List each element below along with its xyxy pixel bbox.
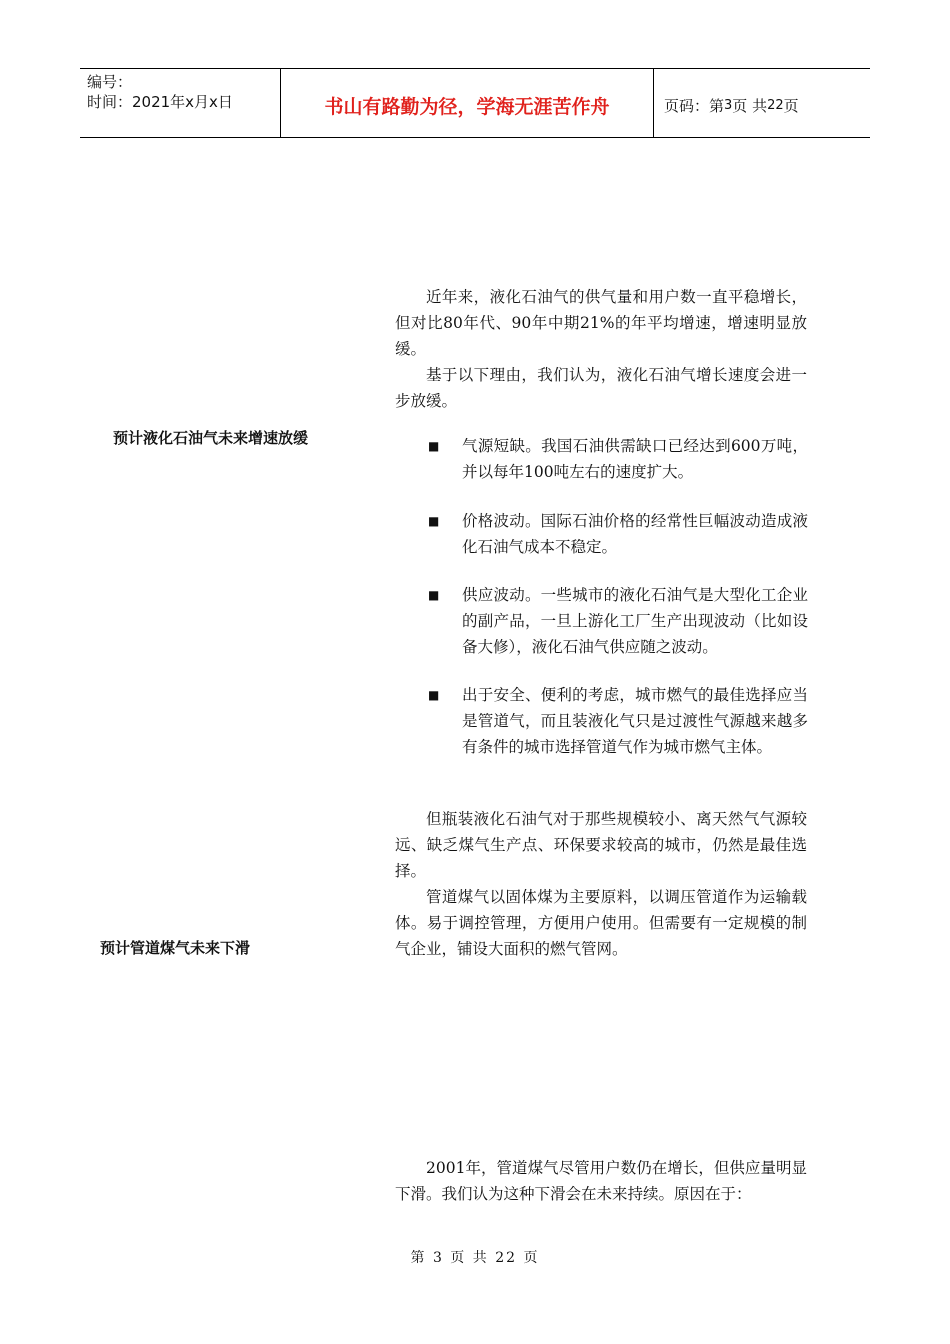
intro-block [395, 284, 807, 414]
square-bullet-icon: ■ [428, 688, 440, 702]
list-item [428, 433, 808, 485]
document-time: 时间：2021年x月x日 [87, 93, 233, 111]
header-meta [80, 69, 281, 137]
header-motto: 书山有路勤为径，学海无涯苦作舟 [281, 69, 654, 137]
list-item-text: 供应波动。一些城市的液化石油气是大型化工企业的副产品，一旦上游化工厂生产出现波动（比如设备大修），液化石油气供应随之波动。 [462, 586, 808, 656]
square-bullet-icon: ■ [428, 588, 440, 602]
list-item-text: 出于安全、便利的考虑，城市燃气的最佳选择应当是管道气，而且装液化气只是过渡性气源越来越多有条件的城市选择管道气作为城市燃气主体。 [462, 686, 808, 756]
square-bullet-icon: ■ [428, 514, 440, 528]
page-prefix: 页码：第 [664, 96, 725, 115]
page-middle: 页 共 [732, 96, 768, 115]
page-total: 22 [767, 97, 784, 113]
list-item [428, 508, 808, 560]
page-header [80, 68, 870, 138]
decline-block [395, 1155, 807, 1207]
page-current: 3 [724, 97, 733, 113]
page-footer: 第 3 页 共 22 页 [410, 1250, 540, 1266]
paragraph: 基于以下理由，我们认为，液化石油气增长速度会进一步放缓。 [395, 366, 807, 410]
list-item-text: 气源短缺。我国石油供需缺口已经达到600万吨，并以每年100吨左右的速度扩大。 [462, 437, 808, 481]
document-number: 编号： [87, 73, 133, 91]
list-item [428, 682, 808, 760]
paragraph: 但瓶装液化石油气对于那些规模较小、离天然气气源较远、缺乏煤气生产点、环保要求较高的城市，仍然是最佳选择。 [395, 810, 807, 880]
list-item [428, 582, 808, 660]
list-item-text: 价格波动。国际石油价格的经常性巨幅波动造成液化石油气成本不稳定。 [462, 512, 808, 556]
paragraph: 近年来，液化石油气的供气量和用户数一直平稳增长，但对比80年代、90年中期21%的年平均增速，增速明显放缓。 [395, 288, 807, 358]
paragraph: 2001年，管道煤气尽管用户数仍在增长，但供应量明显下滑。我们认为这种下滑会在未来持续。原因在于： [395, 1159, 807, 1203]
side-heading-pipe: 预计管道煤气未来下滑 [100, 939, 251, 957]
pipe-gas-block [395, 806, 807, 962]
header-page-info [654, 69, 870, 137]
paragraph: 管道煤气以固体煤为主要原料，以调压管道作为运输载体。易于调控管理，方便用户使用。但需要有一定规模的制气企业，铺设大面积的燃气管网。 [395, 888, 807, 958]
page-suffix: 页 [783, 96, 799, 115]
side-heading-lpg: 预计液化石油气未来增速放缓 [113, 429, 309, 447]
square-bullet-icon: ■ [428, 439, 440, 453]
